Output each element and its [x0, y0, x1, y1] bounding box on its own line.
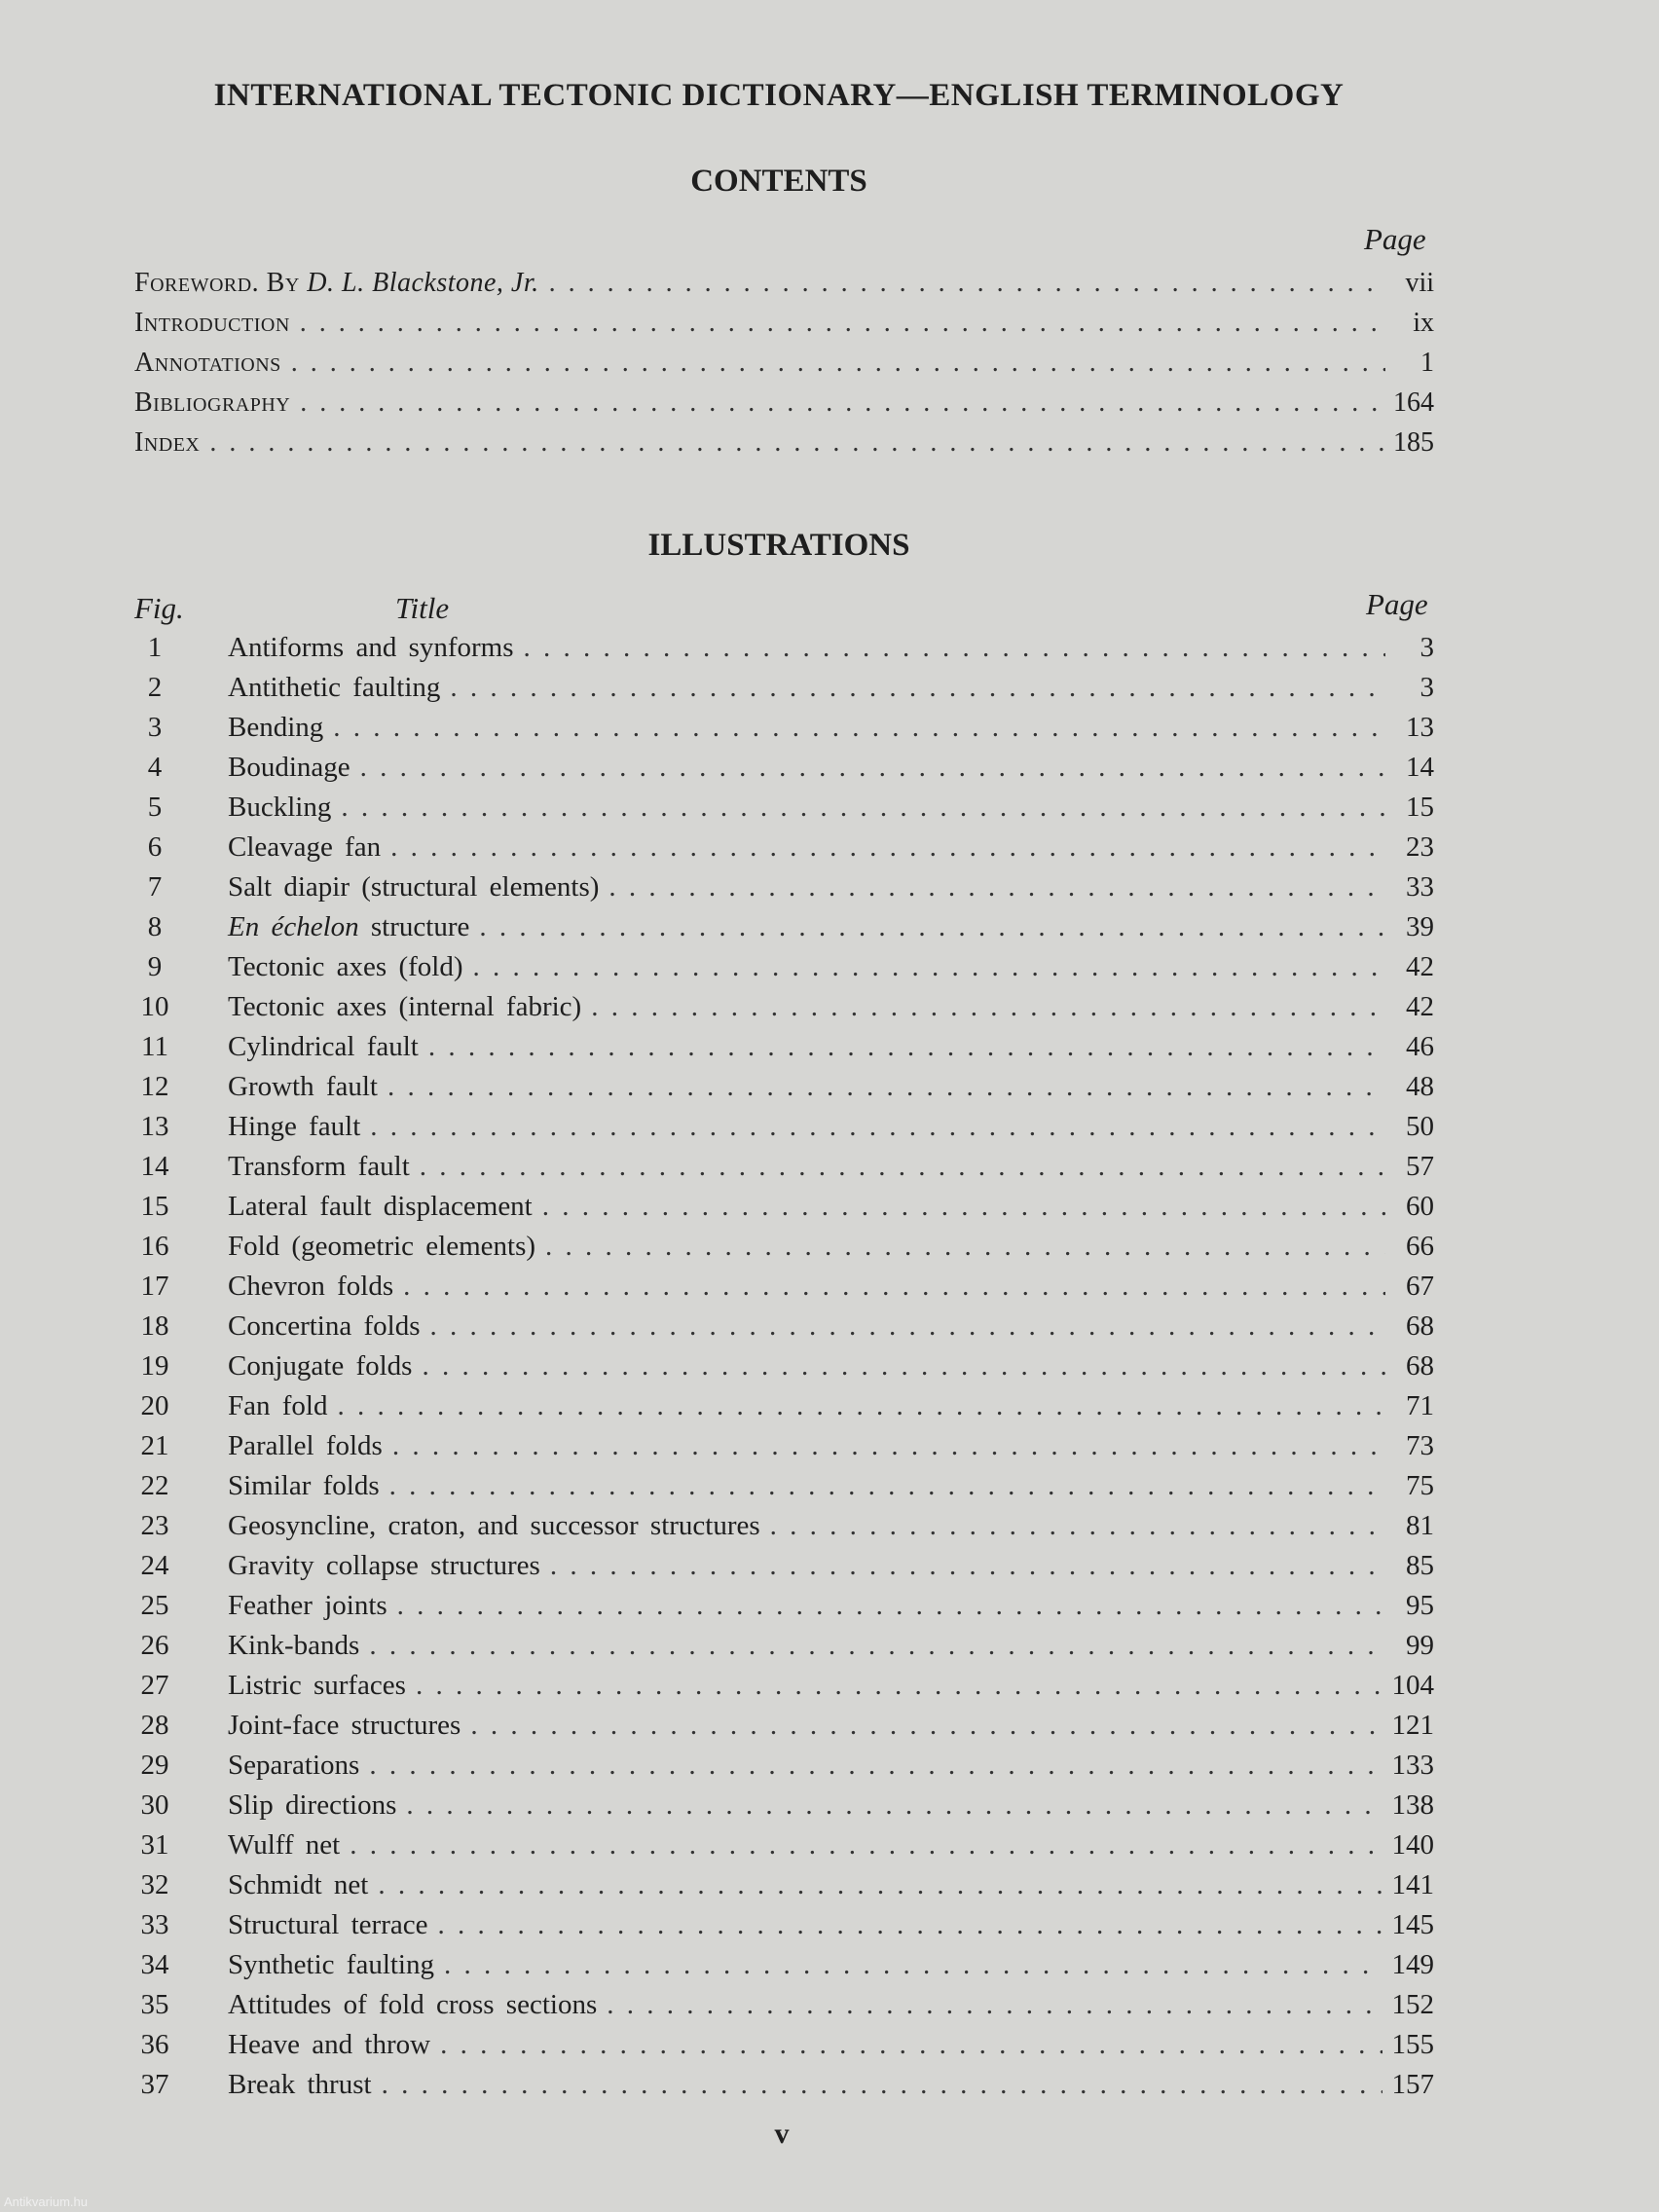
leader-dots — [390, 831, 1385, 864]
figure-number: 23 — [140, 1510, 169, 1541]
figure-title: Tectonic axes (internal fabric) — [228, 991, 582, 1022]
illustration-row — [130, 871, 1434, 911]
leader-dots — [403, 1271, 1385, 1303]
figure-title: Chevron folds — [228, 1271, 394, 1302]
figure-number: 14 — [140, 1151, 169, 1182]
leader-dots — [472, 951, 1385, 983]
illustration-row — [130, 1670, 1434, 1710]
figure-title: Transform fault — [228, 1151, 410, 1182]
leader-dots — [389, 1470, 1385, 1502]
figure-title: Attitudes of fold cross sections — [228, 1989, 598, 2020]
contents-entry — [134, 427, 1434, 467]
illustration-row — [130, 1231, 1434, 1271]
figure-page: 133 — [1391, 1750, 1434, 1781]
illustration-row — [130, 1989, 1434, 2029]
figure-title: Lateral fault displacement — [228, 1191, 533, 1222]
figure-title: Break thrust — [228, 2069, 372, 2100]
figure-title: Antithetic faulting — [228, 672, 441, 703]
figure-number: 10 — [140, 991, 169, 1022]
figure-number: 6 — [147, 831, 163, 863]
watermark: Antikvarium.hu — [4, 2194, 88, 2209]
illustration-row — [130, 1310, 1434, 1350]
figure-title: Salt diapir (structural elements) — [228, 871, 600, 903]
figure-page: 155 — [1391, 2029, 1434, 2060]
leader-dots — [341, 792, 1385, 824]
figure-page: 42 — [1406, 991, 1434, 1022]
contents-entry-author: D. L. Blackstone, Jr. — [307, 268, 539, 298]
figure-number: 15 — [140, 1191, 169, 1222]
figure-title: Separations — [228, 1750, 360, 1781]
figure-page: 15 — [1406, 792, 1434, 823]
leader-dots — [350, 1829, 1382, 1862]
figure-number: 4 — [147, 752, 163, 783]
illustration-row — [130, 911, 1434, 951]
figure-page: 3 — [1419, 672, 1434, 703]
figure-page: 48 — [1406, 1071, 1434, 1102]
figure-number: 30 — [140, 1789, 169, 1821]
contents-entry-label: Index — [134, 427, 201, 458]
illustration-row — [130, 1550, 1434, 1590]
figure-page: 138 — [1391, 1789, 1434, 1821]
figure-number: 12 — [140, 1071, 169, 1102]
figure-title: Fan fold — [228, 1390, 328, 1421]
figure-title: En échelon structure — [228, 911, 470, 942]
figure-title: Fold (geometric elements) — [228, 1231, 536, 1262]
figure-number: 32 — [140, 1869, 169, 1900]
illustration-row — [130, 632, 1434, 672]
leader-dots — [422, 1350, 1385, 1382]
figure-number: 27 — [140, 1670, 169, 1701]
figure-title: Cylindrical fault — [228, 1031, 419, 1062]
figure-title: Parallel folds — [228, 1430, 383, 1461]
figure-title: Concertina folds — [228, 1310, 421, 1342]
figure-page: 140 — [1391, 1829, 1434, 1861]
figure-page: 66 — [1406, 1231, 1434, 1262]
figure-title: Feather joints — [228, 1590, 387, 1621]
figure-page: 73 — [1406, 1430, 1434, 1461]
leader-dots — [382, 2069, 1382, 2101]
figure-title: Conjugate folds — [228, 1350, 413, 1382]
figure-title: Wulff net — [228, 1829, 341, 1861]
figure-page: 33 — [1406, 871, 1434, 903]
figure-number: 21 — [140, 1430, 169, 1461]
leader-dots — [437, 1909, 1382, 1941]
figure-page: 50 — [1406, 1111, 1434, 1142]
illustration-row — [130, 1710, 1434, 1750]
leader-dots — [387, 1071, 1385, 1103]
figure-title: Antiforms and synforms — [228, 632, 514, 663]
leader-dots — [397, 1590, 1385, 1622]
figure-page: 99 — [1406, 1630, 1434, 1661]
illustration-row — [130, 951, 1434, 991]
figure-page: 68 — [1406, 1310, 1434, 1342]
illustration-row — [130, 1829, 1434, 1869]
leader-dots — [369, 1750, 1382, 1782]
illustration-row — [130, 1470, 1434, 1510]
leader-dots — [370, 1111, 1385, 1143]
illustration-row — [130, 1750, 1434, 1789]
leader-dots — [608, 871, 1385, 903]
leader-dots — [450, 672, 1385, 704]
figure-page: 39 — [1406, 911, 1434, 942]
figure-page: 85 — [1406, 1550, 1434, 1581]
figure-number: 5 — [147, 792, 163, 823]
figure-number: 26 — [140, 1630, 169, 1661]
figure-number: 16 — [140, 1231, 169, 1262]
leader-dots — [607, 1989, 1382, 2021]
illustrations-list — [130, 632, 1434, 2109]
contents-entry-page: 185 — [1393, 427, 1434, 458]
figure-title: Synthetic faulting — [228, 1949, 434, 1980]
figure-page: 67 — [1406, 1271, 1434, 1302]
illustrations-heading: ILLUSTRATIONS — [647, 528, 910, 563]
figure-title-italic: En échelon — [228, 911, 359, 942]
figure-title: Cleavage fan — [228, 831, 382, 863]
figure-page: 13 — [1406, 712, 1434, 743]
leader-dots — [416, 1670, 1382, 1702]
leader-dots — [542, 1191, 1385, 1223]
figure-page: 81 — [1406, 1510, 1434, 1541]
contents-entry-label: Bibliography — [134, 387, 291, 418]
figure-title: Listric surfaces — [228, 1670, 406, 1701]
figure-number: 36 — [140, 2029, 169, 2060]
illustration-row — [130, 1869, 1434, 1909]
illustration-row — [130, 752, 1434, 792]
figure-number: 7 — [147, 871, 163, 903]
contents-entry — [134, 268, 1434, 308]
figure-number: 28 — [140, 1710, 169, 1741]
figure-title: Kink-bands — [228, 1630, 360, 1661]
illustration-row — [130, 1630, 1434, 1670]
figure-number: 29 — [140, 1750, 169, 1781]
leader-dots — [333, 712, 1385, 744]
leader-dots — [369, 1630, 1385, 1662]
figure-number: 8 — [147, 911, 163, 942]
illustration-row — [130, 831, 1434, 871]
leader-dots — [524, 632, 1385, 664]
illustration-row — [130, 1151, 1434, 1191]
figure-title: Bending — [228, 712, 324, 743]
illustration-row — [130, 1350, 1434, 1390]
figure-page: 104 — [1391, 1670, 1434, 1701]
figure-page: 157 — [1391, 2069, 1434, 2100]
illustration-row — [130, 1191, 1434, 1231]
figure-number: 34 — [140, 1949, 169, 1980]
leader-dots — [406, 1789, 1382, 1822]
illustration-row — [130, 1789, 1434, 1829]
title-column-header: Title — [395, 591, 450, 625]
illustration-row — [130, 1271, 1434, 1310]
figure-title: Buckling — [228, 792, 332, 823]
figure-page: 57 — [1406, 1151, 1434, 1182]
leader-dots — [429, 1310, 1385, 1343]
illustration-row — [130, 1510, 1434, 1550]
leader-dots — [470, 1710, 1382, 1742]
contents-entry-page: 1 — [1420, 348, 1434, 378]
illustration-row — [130, 1390, 1434, 1430]
fig-column-header: Fig. — [134, 591, 184, 625]
illustration-row — [130, 1909, 1434, 1949]
figure-page: 23 — [1406, 831, 1434, 863]
figure-page: 71 — [1406, 1390, 1434, 1421]
figure-number: 22 — [140, 1470, 169, 1501]
contents-entry-label: Introduction — [134, 308, 290, 338]
figure-page: 14 — [1406, 752, 1434, 783]
contents-entry-label: Foreword. By D. L. Blackstone, Jr. — [134, 268, 539, 298]
figure-title: Joint-face structures — [228, 1710, 461, 1741]
figure-title: Schmidt net — [228, 1869, 369, 1900]
page-column-header: Page — [1366, 587, 1428, 621]
leader-dots — [392, 1430, 1385, 1462]
leader-dots — [444, 1949, 1382, 1981]
figure-number: 31 — [140, 1829, 169, 1861]
illustration-row — [130, 1430, 1434, 1470]
illustration-row — [130, 1590, 1434, 1630]
illustration-row — [130, 792, 1434, 831]
figure-title: Boudinage — [228, 752, 350, 783]
illustration-row — [130, 2069, 1434, 2109]
illustration-row — [130, 1111, 1434, 1151]
contents-list — [134, 268, 1434, 467]
leader-dots — [591, 991, 1385, 1023]
figure-page: 121 — [1391, 1710, 1434, 1741]
leader-dots — [545, 1231, 1385, 1263]
leader-dots — [549, 268, 1385, 299]
contents-entry-label: Annotations — [134, 348, 281, 378]
illustration-row — [130, 2029, 1434, 2069]
figure-page: 3 — [1419, 632, 1434, 663]
figure-number: 9 — [147, 951, 163, 982]
leader-dots — [378, 1869, 1382, 1901]
leader-dots — [420, 1151, 1385, 1183]
figure-page: 42 — [1406, 951, 1434, 982]
figure-number: 35 — [140, 1989, 169, 2020]
leader-dots — [300, 387, 1383, 419]
leader-dots — [440, 2029, 1382, 2061]
figure-title: Heave and throw — [228, 2029, 431, 2060]
figure-title: Slip directions — [228, 1789, 397, 1821]
figure-page: 68 — [1406, 1350, 1434, 1382]
figure-number: 24 — [140, 1550, 169, 1581]
illustration-row — [130, 1949, 1434, 1989]
figure-page: 95 — [1406, 1590, 1434, 1621]
figure-number: 17 — [140, 1271, 169, 1302]
leader-dots — [550, 1550, 1385, 1582]
contents-heading: CONTENTS — [690, 164, 867, 199]
figure-title: Similar folds — [228, 1470, 380, 1501]
page-number: v — [774, 2118, 790, 2150]
figure-page: 145 — [1391, 1909, 1434, 1940]
figure-page: 75 — [1406, 1470, 1434, 1501]
contents-entry — [134, 308, 1434, 348]
illustration-row — [130, 991, 1434, 1031]
figure-number: 1 — [147, 632, 163, 663]
illustration-row — [130, 1031, 1434, 1071]
leader-dots — [479, 911, 1385, 943]
figure-page: 149 — [1391, 1949, 1434, 1980]
leader-dots — [300, 308, 1385, 339]
contents-entry-page: vii — [1405, 268, 1434, 298]
figure-page: 46 — [1406, 1031, 1434, 1062]
figure-title: Structural terrace — [228, 1909, 428, 1940]
figure-number: 20 — [140, 1390, 169, 1421]
figure-title: Growth fault — [228, 1071, 378, 1102]
figure-title: Geosyncline, craton, and successor structures — [228, 1510, 760, 1541]
contents-page-column-header: Page — [1364, 222, 1426, 256]
illustration-row — [130, 1071, 1434, 1111]
figure-number: 33 — [140, 1909, 169, 1940]
leader-dots — [291, 348, 1385, 379]
leader-dots — [428, 1031, 1385, 1063]
leader-dots — [337, 1390, 1385, 1422]
leader-dots — [770, 1510, 1385, 1542]
figure-title: Hinge fault — [228, 1111, 361, 1142]
figure-number: 18 — [140, 1310, 169, 1342]
figure-number: 37 — [140, 2069, 169, 2100]
figure-title: Tectonic axes (fold) — [228, 951, 463, 982]
contents-entry — [134, 387, 1434, 427]
leader-dots — [360, 752, 1385, 784]
figure-page: 141 — [1391, 1869, 1434, 1900]
illustration-row — [130, 672, 1434, 712]
figure-number: 25 — [140, 1590, 169, 1621]
figure-number: 11 — [141, 1031, 168, 1062]
illustration-row — [130, 712, 1434, 752]
figure-number: 19 — [140, 1350, 169, 1382]
figure-page: 60 — [1406, 1191, 1434, 1222]
figure-number: 3 — [147, 712, 163, 743]
leader-dots — [209, 427, 1383, 459]
figure-title: Gravity collapse structures — [228, 1550, 540, 1581]
figure-number: 2 — [147, 672, 163, 703]
figure-number: 13 — [140, 1111, 169, 1142]
contents-entry — [134, 348, 1434, 387]
figure-page: 152 — [1391, 1989, 1434, 2020]
contents-entry-page: 164 — [1393, 387, 1434, 418]
contents-entry-page: ix — [1413, 308, 1434, 338]
book-title: INTERNATIONAL TECTONIC DICTIONARY—ENGLISH TERMINOLOGY — [213, 78, 1345, 113]
